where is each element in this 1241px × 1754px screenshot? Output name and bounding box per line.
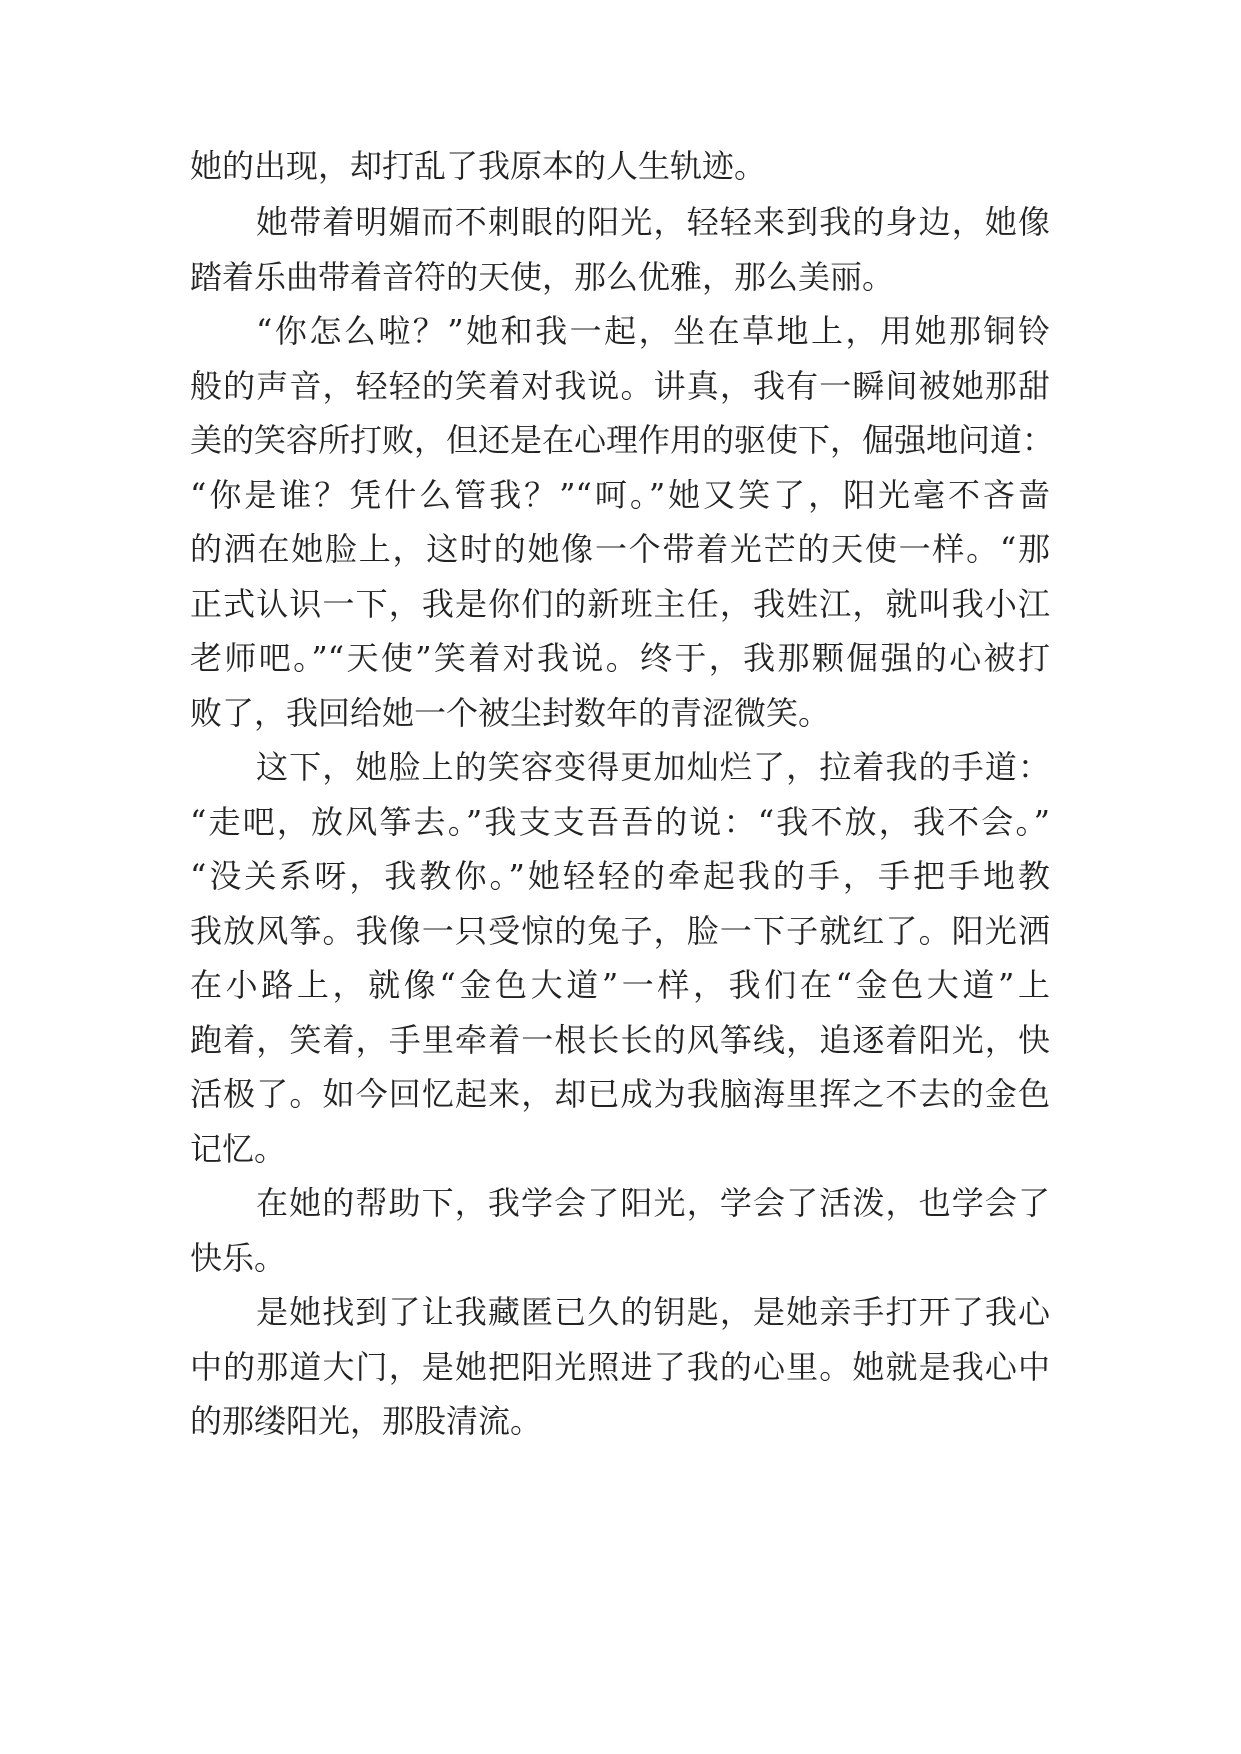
- text-line: 她的出现，却打乱了我原本的人生轨迹。: [190, 147, 767, 185]
- text-line: 跑着，笑着，手里牵着一根长长的风筝线，追逐着阳光，快: [190, 1021, 1050, 1059]
- text-line: 快乐。: [190, 1239, 287, 1277]
- text-line: 在她的帮助下，我学会了阳光，学会了活泼，也学会了: [256, 1184, 1050, 1222]
- text-line: 踏着乐曲带着音符的天使，那么优雅，那么美丽。: [190, 258, 895, 296]
- text-line: 正式认识一下，我是你们的新班主任，我姓江，就叫我小江: [190, 585, 1050, 623]
- text-line: “没关系呀，我教你。”她轻轻的牵起我的手，手把手地教: [190, 857, 1050, 895]
- text-line: 我放风筝。我像一只受惊的兔子，脸一下子就红了。阳光洒: [190, 912, 1050, 950]
- text-line: 般的声音，轻轻的笑着对我说。讲真，我有一瞬间被她那甜: [190, 367, 1050, 405]
- text-line: 活极了。如今回忆起来，却已成为我脑海里挥之不去的金色: [190, 1075, 1050, 1113]
- text-line: 败了，我回给她一个被尘封数年的青涩微笑。: [190, 694, 831, 732]
- text-line: “走吧，放风筝去。”我支支吾吾的说：“我不放，我不会。”: [190, 803, 1050, 841]
- text-line: 的洒在她脸上，这时的她像一个带着光芒的天使一样。“那: [190, 530, 1050, 568]
- text-line: 是她找到了让我藏匿已久的钥匙，是她亲手打开了我心: [256, 1293, 1050, 1331]
- text-line: 她带着明媚而不刺眼的阳光，轻轻来到我的身边，她像: [256, 203, 1050, 241]
- text-line: 在小路上，就像“金色大道”一样，我们在“金色大道”上: [190, 966, 1050, 1004]
- text-line: “你是谁？凭什么管我？”“呵。”她又笑了，阳光毫不吝啬: [190, 476, 1050, 514]
- text-line: 中的那道大门，是她把阳光照进了我的心里。她就是我心中: [190, 1348, 1050, 1386]
- text-line: “你怎么啦？”她和我一起，坐在草地上，用她那铜铃: [256, 312, 1050, 350]
- text-line: 老师吧。”“天使”笑着对我说。终于，我那颗倔强的心被打: [190, 639, 1050, 677]
- text-line: 记忆。: [190, 1130, 287, 1168]
- text-line: 美的笑容所打败，但还是在心理作用的驱使下，倔强地问道：: [190, 421, 1055, 459]
- text-line: 这下，她脸上的笑容变得更加灿烂了，拉着我的手道：: [256, 748, 1050, 786]
- text-line: 的那缕阳光，那股清流。: [190, 1402, 543, 1440]
